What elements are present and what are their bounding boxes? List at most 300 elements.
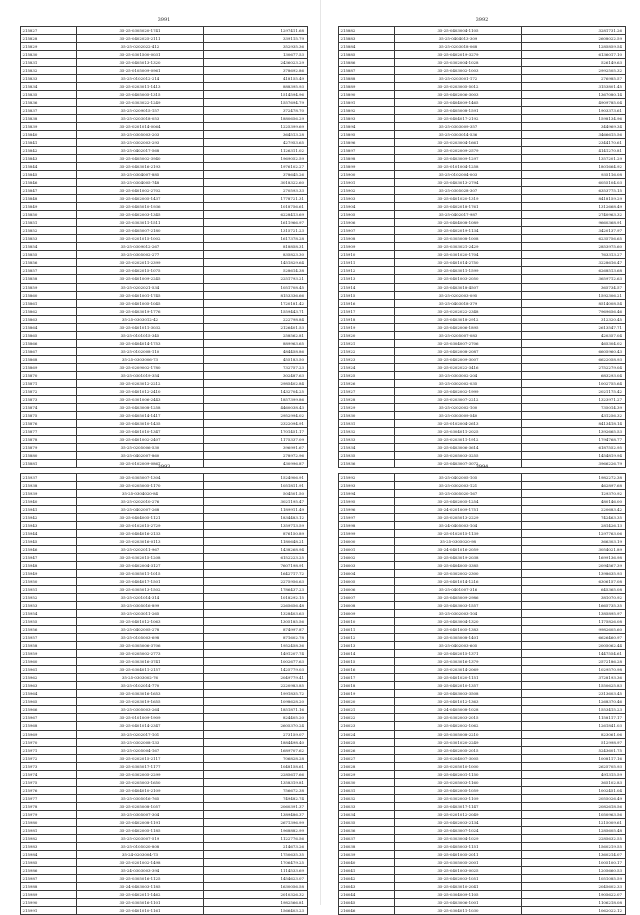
row-code-cell: 35-25-0102015-1139 — [394, 530, 521, 538]
row-code-cell: 35-25-0202009-2579 — [394, 147, 521, 155]
row-code-cell: 35-25-0401005-1383 — [394, 626, 521, 634]
row-code-cell: 35-25-0401003-2050 — [394, 275, 521, 283]
row-id-cell: 215873 — [21, 395, 77, 403]
table-row — [21, 778, 308, 786]
row-value-cell: 1002755.64 — [522, 379, 626, 387]
table-row — [21, 762, 308, 770]
row-value-cell: 344969.34 — [522, 123, 626, 131]
table-row — [339, 211, 626, 219]
row-value-cell: 2992505.32 — [522, 67, 626, 75]
table-row — [21, 826, 308, 834]
row-id-cell: 216014 — [339, 650, 395, 658]
table-row — [21, 171, 308, 179]
table-row — [21, 75, 308, 83]
row-value-cell: 1175826.08 — [522, 618, 626, 626]
row-id-cell: 215860 — [21, 291, 77, 299]
row-id-cell: 215890 — [339, 91, 395, 99]
table-row — [21, 235, 308, 243]
row-id-cell: 216045 — [339, 898, 395, 906]
row-id-cell: 215962 — [21, 674, 77, 682]
row-value-cell: 378692.86 — [204, 67, 308, 75]
row-value-cell: 365102.83 — [522, 778, 626, 786]
row-code-cell: 35-25-0302015-1208 — [76, 554, 203, 562]
row-value-cell: 1008117.16 — [522, 754, 626, 762]
row-code-cell: 35-25-0404014-1753 — [76, 339, 203, 347]
row-id-cell: 215999 — [339, 530, 395, 538]
row-value-cell: 1328403.63 — [204, 610, 308, 618]
row-value-cell: 1225399.69 — [204, 123, 308, 131]
row-code-cell: 35-25-0403018-379 — [394, 299, 521, 307]
row-value-cell: 2005062.44 — [522, 642, 626, 650]
row-code-cell: 35-25-0402002-1062 — [394, 722, 521, 730]
row-id-cell: 215916 — [339, 299, 395, 307]
row-value-cell: 1689707.62 — [204, 746, 308, 754]
row-code-cell: 35-25-0304007-2706 — [394, 339, 521, 347]
row-id-cell: 215964 — [21, 690, 77, 698]
row-id-cell: 215937 — [21, 474, 77, 482]
table-row — [339, 115, 626, 123]
table-row — [339, 578, 626, 586]
table-row — [339, 754, 626, 762]
row-id-cell: 215954 — [21, 610, 77, 618]
row-id-cell: 215934 — [339, 443, 395, 451]
row-code-cell: 35-25-0302003-1109 — [394, 794, 521, 802]
row-id-cell: 215871 — [21, 379, 77, 387]
row-id-cell: 215831 — [21, 59, 77, 67]
row-value-cell: 1050963.56 — [522, 810, 626, 818]
row-code-cell: 35-25-0202021-534 — [76, 283, 203, 291]
row-value-cell: 2275956.63 — [204, 578, 308, 586]
table-row — [339, 850, 626, 858]
row-value-cell: 1261841.03 — [522, 722, 626, 730]
row-id-cell: 215991 — [21, 906, 77, 914]
row-id-cell: 215870 — [21, 371, 77, 379]
row-code-cell: 35-25-0402003-605 — [394, 642, 521, 650]
row-id-cell: 215895 — [339, 131, 395, 139]
row-id-cell: 215855 — [21, 251, 77, 259]
row-value-cell: 1982566.81 — [204, 898, 308, 906]
row-id-cell: 215913 — [339, 275, 395, 283]
row-value-cell: 888395.93 — [204, 83, 308, 91]
table-row — [21, 219, 308, 227]
row-value-cell: 1778721.31 — [204, 195, 308, 203]
row-id-cell: 215938 — [21, 482, 77, 490]
table-row — [339, 490, 626, 498]
row-code-cell: 35-25-0101004-1258 — [394, 163, 521, 171]
row-value-cell: 512998.97 — [522, 738, 626, 746]
table-row — [21, 890, 308, 898]
table-row — [339, 882, 626, 890]
row-id-cell: 215940 — [21, 498, 77, 506]
row-id-cell: 215845 — [21, 171, 77, 179]
table-row — [339, 786, 626, 794]
row-value-cell: 1315721.23 — [204, 227, 308, 235]
table-row — [21, 451, 308, 459]
row-id-cell: 215931 — [339, 419, 395, 427]
row-id-cell: 215827 — [21, 27, 77, 35]
table-row — [21, 51, 308, 59]
row-id-cell: 215920 — [339, 331, 395, 339]
row-code-cell: 35-25-0203016-0113 — [76, 538, 203, 546]
table-row — [339, 698, 626, 706]
table-row — [21, 562, 308, 570]
table-row — [339, 658, 626, 666]
row-code-cell: 35-25-0303022-1249 — [76, 99, 203, 107]
row-code-cell: 35-25-0302002-035 — [394, 379, 521, 387]
row-id-cell: 215978 — [21, 802, 77, 810]
row-value-cell: 5243601.75 — [522, 746, 626, 754]
row-code-cell: 35-25-0303009-540 — [394, 411, 521, 419]
table-row — [21, 658, 308, 666]
row-code-cell: 35-25-0402006-3003 — [394, 91, 521, 99]
row-value-cell: 270593.33 — [204, 187, 308, 195]
row-id-cell: 215915 — [339, 291, 395, 299]
table-row — [21, 842, 308, 850]
row-value-cell: 1180648.21 — [204, 538, 308, 546]
row-id-cell: 216039 — [339, 850, 395, 858]
table-row — [339, 794, 626, 802]
table-row — [339, 626, 626, 634]
row-code-cell: 35-25-0303006-73 — [76, 355, 203, 363]
row-code-cell: 35-24-0403003-1185 — [76, 882, 203, 890]
row-code-cell: 35-25-0101015-345 — [76, 331, 203, 339]
row-value-cell: 396991.67 — [204, 443, 308, 451]
row-value-cell: 129370.92 — [522, 490, 626, 498]
table-row — [339, 227, 626, 235]
table-row — [339, 834, 626, 842]
row-id-cell: 215971 — [21, 746, 77, 754]
table-row — [21, 387, 308, 395]
row-id-cell: 215902 — [339, 187, 395, 195]
table-row — [339, 634, 626, 642]
block-title: 3991 — [157, 17, 171, 23]
table-row — [21, 291, 308, 299]
table-row — [339, 219, 626, 227]
data-table — [20, 473, 308, 915]
table-row — [339, 770, 626, 778]
row-code-cell: 35-25-0402017-568 — [76, 147, 203, 155]
row-code-cell: 35-25-0401003-0025 — [394, 866, 521, 874]
row-value-cell: 130677.53 — [204, 51, 308, 59]
row-code-cell: 35-25-0405008-1591 — [394, 107, 521, 115]
row-id-cell: 216025 — [339, 738, 395, 746]
table-row — [21, 650, 308, 658]
row-value-cell: 1794768.77 — [522, 435, 626, 443]
table-row — [21, 514, 308, 522]
row-code-cell: 35-25-0402007-268 — [76, 506, 203, 514]
table-row — [339, 179, 626, 187]
row-code-cell: 35-25-0102008-110 — [76, 347, 203, 355]
row-id-cell: 215919 — [339, 323, 395, 331]
row-id-cell: 215923 — [339, 355, 395, 363]
table-row — [21, 27, 308, 35]
row-code-cell: 35-25-0309012-267 — [76, 243, 203, 251]
row-code-cell: 35-25-0205003-3255 — [394, 451, 521, 459]
row-id-cell: 215881 — [21, 459, 77, 467]
table-row — [21, 706, 308, 714]
table-row — [339, 243, 626, 251]
table-row — [21, 530, 308, 538]
row-code-cell: 35-25-0202022-3416 — [394, 363, 521, 371]
row-id-cell: 215862 — [21, 307, 77, 315]
row-id-cell: 215837 — [21, 107, 77, 115]
row-id-cell: 215836 — [21, 99, 77, 107]
table-row — [339, 379, 626, 387]
table-row — [339, 762, 626, 770]
row-code-cell: 35-25-0404008-1089 — [394, 219, 521, 227]
row-code-cell: 35-25-0304007-885 — [76, 171, 203, 179]
table-row — [21, 882, 308, 890]
row-value-cell: 1630056.58 — [204, 882, 308, 890]
table-row — [339, 482, 626, 490]
row-value-cell: 1215009.61 — [522, 818, 626, 826]
row-code-cell: 35-25-0304011-1030 — [394, 906, 521, 914]
row-value-cell: 1051811.91 — [204, 482, 308, 490]
row-value-cell: 2049779.41 — [204, 674, 308, 682]
table-row — [21, 371, 308, 379]
row-value-cell: 222798.84 — [204, 315, 308, 323]
table-row — [339, 810, 626, 818]
table-row — [21, 267, 308, 275]
table-row — [339, 155, 626, 163]
row-code-cell: 35-25-0305020-1741 — [76, 27, 203, 35]
row-value-cell: 4909785.04 — [522, 99, 626, 107]
row-id-cell: 216040 — [339, 858, 395, 866]
row-code-cell: 35-25-0403017-1147 — [394, 802, 521, 810]
row-id-cell: 215941 — [21, 506, 77, 514]
row-code-cell: 35-25-0402007-860 — [76, 451, 203, 459]
table-row — [339, 107, 626, 115]
row-id-cell: 215965 — [21, 698, 77, 706]
row-value-cell: 381070.92 — [522, 594, 626, 602]
row-id-cell: 215850 — [21, 211, 77, 219]
row-value-cell: 2605370.24 — [204, 722, 308, 730]
row-code-cell: 35-25-0209015-157 — [76, 107, 203, 115]
row-code-cell: 35-25-0305013-1502 — [76, 586, 203, 594]
table-row — [21, 339, 308, 347]
row-code-cell: 35-25-0305002-277 — [76, 251, 203, 259]
table-row — [339, 514, 626, 522]
row-value-cell: 1432704.25 — [204, 387, 308, 395]
row-id-cell: 216042 — [339, 874, 395, 882]
table-row — [339, 283, 626, 291]
row-value-cell: 2671396.99 — [204, 818, 308, 826]
row-id-cell: 215898 — [339, 155, 395, 163]
row-id-cell: 215893 — [339, 115, 395, 123]
row-value-cell: 935116.08 — [522, 171, 626, 179]
table-row — [339, 67, 626, 75]
row-id-cell: 215858 — [21, 275, 77, 283]
table-row — [339, 842, 626, 850]
row-id-cell: 216008 — [339, 602, 395, 610]
row-value-cell: 6136017.10 — [522, 51, 626, 59]
row-value-cell: 8418159.29 — [522, 195, 626, 203]
table-body — [21, 474, 308, 915]
row-value-cell: 6306157.08 — [522, 578, 626, 586]
table-row — [339, 43, 626, 51]
row-value-cell: 1359713.59 — [204, 522, 308, 530]
row-value-cell: 378645.26 — [204, 171, 308, 179]
table-row — [339, 291, 626, 299]
row-id-cell: 215951 — [21, 586, 77, 594]
row-value-cell: 735014.39 — [522, 403, 626, 411]
row-code-cell: 35-25-0405009-2986 — [394, 594, 521, 602]
center-divider — [320, 0, 321, 905]
row-value-cell: 1114533.69 — [204, 866, 308, 874]
table-row — [21, 395, 308, 403]
row-id-cell: 215841 — [21, 139, 77, 147]
row-id-cell: 215848 — [21, 195, 77, 203]
table-row — [21, 155, 308, 163]
table-row — [21, 722, 308, 730]
row-code-cell: 35-25-0405013-1320 — [76, 59, 203, 67]
row-code-cell: 35-25-0203005-5012 — [394, 83, 521, 91]
row-code-cell: 35-25-0202022-2348 — [394, 307, 521, 315]
row-id-cell: 215957 — [21, 634, 77, 642]
row-id-cell: 215945 — [21, 538, 77, 546]
row-code-cell: 35-25-0305008-1008 — [394, 235, 521, 243]
row-code-cell: 35-25-0202011-2399 — [76, 259, 203, 267]
table-row — [21, 179, 308, 187]
row-value-cell: 1268370.46 — [522, 698, 626, 706]
table-body — [339, 474, 626, 915]
table-row — [339, 802, 626, 810]
row-code-cell: 35-24-0303003-394 — [76, 866, 203, 874]
row-id-cell: 215997 — [339, 514, 395, 522]
table-row — [339, 331, 626, 339]
table-row — [339, 738, 626, 746]
row-code-cell: 35-25-0301500-0031 — [76, 51, 203, 59]
row-id-cell: 215987 — [21, 874, 77, 882]
row-value-cell: 9660368.91 — [522, 219, 626, 227]
row-value-cell: 1451829.64 — [204, 259, 308, 267]
row-value-cell: 1106218.08 — [522, 898, 626, 906]
row-value-cell: 1051708.45 — [204, 283, 308, 291]
row-value-cell: 528614.38 — [204, 267, 308, 275]
row-code-cell: 35-25-0304009-1105 — [394, 890, 521, 898]
table-row — [339, 299, 626, 307]
row-id-cell: 216021 — [339, 706, 395, 714]
row-code-cell: 35-25-0202011-967 — [76, 546, 203, 554]
table-row — [21, 195, 308, 203]
row-code-cell: 35-25-0302002-2300 — [394, 570, 521, 578]
row-id-cell: 215877 — [21, 427, 77, 435]
row-value-cell: 3420137.97 — [522, 227, 626, 235]
table-row — [21, 858, 308, 866]
row-code-cell: 35-25-0402018-1761 — [394, 203, 521, 211]
table-row — [21, 538, 308, 546]
row-code-cell: 35-25-0203001-172 — [394, 75, 521, 83]
row-code-cell: 35-25-0302003-104 — [394, 610, 521, 618]
row-value-cell: 2082618.56 — [522, 802, 626, 810]
row-code-cell: 35-25-0403019-1776 — [76, 307, 203, 315]
row-value-cell: 1857399.86 — [204, 395, 308, 403]
table-row — [21, 163, 308, 171]
row-value-cell: 2313603.45 — [522, 690, 626, 698]
table-row — [21, 818, 308, 826]
row-value-cell: 455183.50 — [204, 355, 308, 363]
row-value-cell: 1611966.97 — [204, 219, 308, 227]
row-value-cell: 1357201.29 — [522, 155, 626, 163]
row-value-cell: 1205660.53 — [522, 866, 626, 874]
row-value-cell: 3228616.47 — [522, 259, 626, 267]
table-row — [21, 107, 308, 115]
table-row — [21, 299, 308, 307]
row-id-cell: 216009 — [339, 610, 395, 618]
row-code-cell: 35-25-0402005-1059 — [394, 786, 521, 794]
table-block-3993 — [20, 462, 308, 913]
row-value-cell: 824405.20 — [204, 714, 308, 722]
row-value-cell: 1122776.56 — [204, 834, 308, 842]
row-value-cell: 2853975.60 — [522, 243, 626, 251]
table-row — [21, 323, 308, 331]
row-code-cell: 35-25-0303016-1379 — [394, 658, 521, 666]
table-row — [339, 690, 626, 698]
row-code-cell: 35-25-0402001-1150 — [394, 770, 521, 778]
row-code-cell: 35-25-0401012-2410 — [76, 387, 203, 395]
row-value-cell: 1126311.02 — [204, 147, 308, 155]
table-row — [339, 898, 626, 906]
block-title: 3992 — [475, 17, 489, 23]
row-id-cell: 215842 — [21, 147, 77, 155]
row-id-cell: 215905 — [339, 211, 395, 219]
table-row — [339, 163, 626, 171]
row-id-cell: 215900 — [339, 171, 395, 179]
table-row — [21, 714, 308, 722]
row-id-cell: 215942 — [21, 514, 77, 522]
row-value-cell: 214673.26 — [204, 842, 308, 850]
row-code-cell: 35-25-0402025-2111 — [76, 35, 203, 43]
row-code-cell: 35-25-0203012-2212 — [76, 379, 203, 387]
row-id-cell: 215828 — [21, 35, 77, 43]
row-code-cell: 35-25-0404005-1121 — [76, 514, 203, 522]
row-value-cell: 365734.57 — [522, 283, 626, 291]
row-code-cell: 35-25-0404017-2192 — [394, 115, 521, 123]
row-id-cell: 215856 — [21, 259, 77, 267]
table-row — [339, 874, 626, 882]
row-code-cell: 35-25-0405010-1936 — [76, 203, 203, 211]
table-row — [339, 99, 626, 107]
row-code-cell: 35-25-0402010-1357 — [394, 682, 521, 690]
row-value-cell: 706828.28 — [204, 754, 308, 762]
row-value-cell: 1002451.04 — [522, 786, 626, 794]
table-row — [21, 738, 308, 746]
row-value-cell: 491315.59 — [522, 770, 626, 778]
row-value-cell: 2625705.93 — [522, 762, 626, 770]
row-value-cell: 2740963.32 — [522, 211, 626, 219]
row-id-cell: 216028 — [339, 762, 395, 770]
row-value-cell: 1968882.99 — [204, 826, 308, 834]
row-value-cell: 6268513.68 — [522, 267, 626, 275]
row-code-cell: 35-25-0403011-1599 — [394, 267, 521, 275]
row-code-cell: 35-25-0402005-278 — [76, 626, 203, 634]
row-id-cell: 215918 — [339, 315, 395, 323]
row-value-cell: 2045602.33 — [522, 882, 626, 890]
row-code-cell: 35-25-0305008-1401 — [394, 634, 521, 642]
row-id-cell: 215865 — [21, 331, 77, 339]
row-value-cell: 6187552.95 — [522, 443, 626, 451]
row-id-cell: 215992 — [339, 474, 395, 482]
row-code-cell: 35-25-0305007-304 — [76, 810, 203, 818]
table-row — [339, 586, 626, 594]
row-id-cell: 215857 — [21, 267, 77, 275]
row-id-cell: 216023 — [339, 722, 395, 730]
row-code-cell: 35-25-0205006-530 — [76, 443, 203, 451]
row-value-cell: 1976102.27 — [204, 163, 308, 171]
row-id-cell: 215908 — [339, 235, 395, 243]
table-row — [21, 666, 308, 674]
row-id-cell: 215851 — [21, 219, 77, 227]
